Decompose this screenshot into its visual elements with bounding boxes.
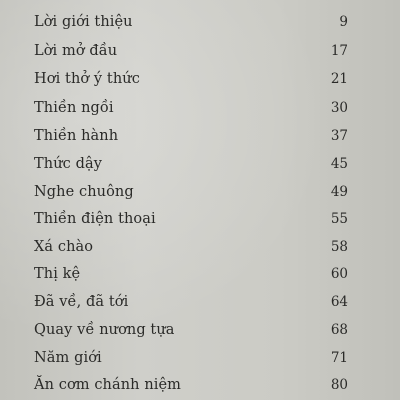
- toc-entry-title: Lời mở đầu: [34, 43, 118, 59]
- toc-entry[interactable]: [34, 348, 348, 372]
- toc-entry-page: 9: [339, 14, 348, 30]
- toc-entry[interactable]: [34, 126, 348, 150]
- toc-entry[interactable]: [34, 375, 348, 399]
- toc-entry[interactable]: [34, 41, 348, 65]
- toc-entry[interactable]: [34, 154, 348, 178]
- toc-entry-title: Xá chào: [34, 239, 94, 255]
- toc-entry[interactable]: [34, 264, 348, 288]
- toc-entry-page: 17: [330, 43, 348, 59]
- toc-entry-page: 55: [330, 211, 348, 227]
- toc-entry-title: Thiền hành: [34, 128, 119, 144]
- toc-entry-page: 37: [330, 128, 348, 144]
- toc-entry-page: 58: [330, 239, 348, 255]
- toc-entry-title: Đã về, đã tới: [34, 294, 129, 310]
- toc-entry[interactable]: [34, 69, 348, 93]
- toc-entry-title: Ăn cơm chánh niệm: [34, 377, 182, 393]
- toc-entry[interactable]: [34, 182, 348, 206]
- toc-entry[interactable]: [34, 237, 348, 261]
- toc-entry-page: 71: [330, 350, 348, 366]
- toc-entry[interactable]: [34, 292, 348, 316]
- toc-entry-page: 68: [330, 322, 348, 338]
- toc-entry-title: Hơi thở ý thức: [34, 71, 140, 87]
- toc-entry-page: 80: [330, 377, 348, 393]
- toc-entry-title: Năm giới: [34, 350, 102, 366]
- toc-entry-page: 21: [330, 71, 348, 87]
- toc-entry[interactable]: [34, 320, 348, 344]
- toc-entry-page: 49: [330, 184, 348, 200]
- toc-entry-page: 64: [330, 294, 348, 310]
- toc-entry-title: Thị kệ: [34, 266, 81, 282]
- toc-entry-title: Thiền điện thoại: [34, 211, 156, 227]
- toc-entry-title: Thiền ngồi: [34, 100, 114, 116]
- toc-entry[interactable]: [34, 12, 348, 36]
- toc-entry-title: Lời giới thiệu: [34, 14, 133, 30]
- toc-entry[interactable]: [34, 209, 348, 233]
- toc-entry-page: 30: [330, 100, 348, 116]
- toc-entry-page: 60: [330, 266, 348, 282]
- toc-entry-title: Nghe chuông: [34, 184, 134, 200]
- toc-entry-title: Quay về nương tựa: [34, 322, 175, 338]
- toc-entry-title: Thức dậy: [34, 156, 102, 172]
- toc-entry[interactable]: [34, 98, 348, 122]
- toc-entry-page: 45: [330, 156, 348, 172]
